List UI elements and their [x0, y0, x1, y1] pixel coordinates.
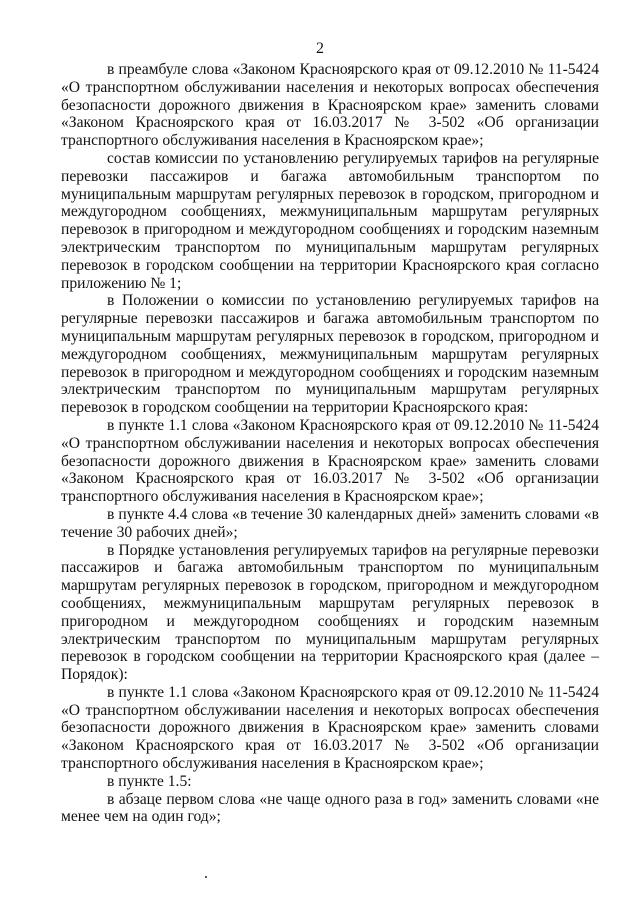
paragraph-preamble-amendment: в преамбуле слова «Законом Красноярского края от 09.12.2010 № 11-5424 «О транспортном обслуживании населения и некоторых вопросах обеспечения безопасности дорожного движения в Красноярском крае» заменить словами «Законом Красноярского края от 16.03.2017 № 3-502 «Об организации транспортного обслуживания населения в Красноярском крае»;	[61, 61, 599, 150]
paragraph-tariff-procedure: в Порядке установления регулируемых тарифов на регулярные перевозки пассажиров и багажа автомобильным транспортом по муниципальным маршрутам регулярных перевозок в городском, пригородном и междугородном сообщениях, межмуниципальным маршрутам регулярных перевозок в пригородном и междугородном сообщениях и городским наземным электрическим транспортом по муниципальным маршрутам регулярных перевозок в городском сообщении на территории Красноярского края (далее – Порядок):	[61, 541, 599, 684]
page-number: 2	[316, 40, 324, 57]
paragraph-clause-1-5: в пункте 1.5:	[107, 772, 192, 790]
document-body	[61, 61, 599, 826]
paragraph-first-subparagraph: в абзаце первом слова «не чаще одного раза в год» заменить словами «не менее чем на один год»;	[61, 790, 599, 826]
paragraph-commission-composition: состав комиссии по установлению регулируемых тарифов на регулярные перевозки пассажиров и багажа автомобильным транспортом по муниципальным маршрутам регулярных перевозок в городском, пригородном и междугородном сообщениях, межмуниципальным маршрутам регулярных перевозок в пригородном и междугородном сообщениях и городским наземным электрическим транспортом по муниципальным маршрутам регулярных перевозок в городском сообщении на территории Красноярского края согласно приложению № 1;	[61, 149, 599, 292]
paragraph-clause-4-4: в пункте 4.4 слова «в течение 30 календарных дней» заменить словами «в течение 30 рабочих дней»;	[61, 505, 599, 541]
scan-speck	[205, 876, 207, 878]
paragraph-commission-regulation: в Положении о комиссии по установлению регулируемых тарифов на регулярные перевозки пассажиров и багажа автомобильным транспортом по муниципальным маршрутам регулярных перевозок в городском, пригородном и междугородном сообщениях, межмуниципальным маршрутам регулярных перевозок в пригородном и междугородном сообщениях и городским наземным электрическим транспортом по муниципальным маршрутам регулярных перевозок в городском сообщении на территории Красноярского края:	[61, 292, 599, 417]
paragraph-procedure-clause-1-1: в пункте 1.1 слова «Законом Красноярского края от 09.12.2010 № 11-5424 «О транспортном обслуживании населения и некоторых вопросах обеспечения безопасности дорожного движения в Красноярском крае» заменить словами «Законом Красноярского края от 16.03.2017 № 3-502 «Об организации транспортного обслуживания населения в Красноярском крае»;	[61, 683, 599, 773]
paragraph-clause-1-1: в пункте 1.1 слова «Законом Красноярского края от 09.12.2010 № 11-5424 «О транспортном обслуживании населения и некоторых вопросах обеспечения безопасности дорожного движения в Красноярском крае» заменить словами «Законом Красноярского края от 16.03.2017 № 3-502 «Об организации транспортного обслуживания населения в Красноярском крае»;	[61, 416, 599, 506]
